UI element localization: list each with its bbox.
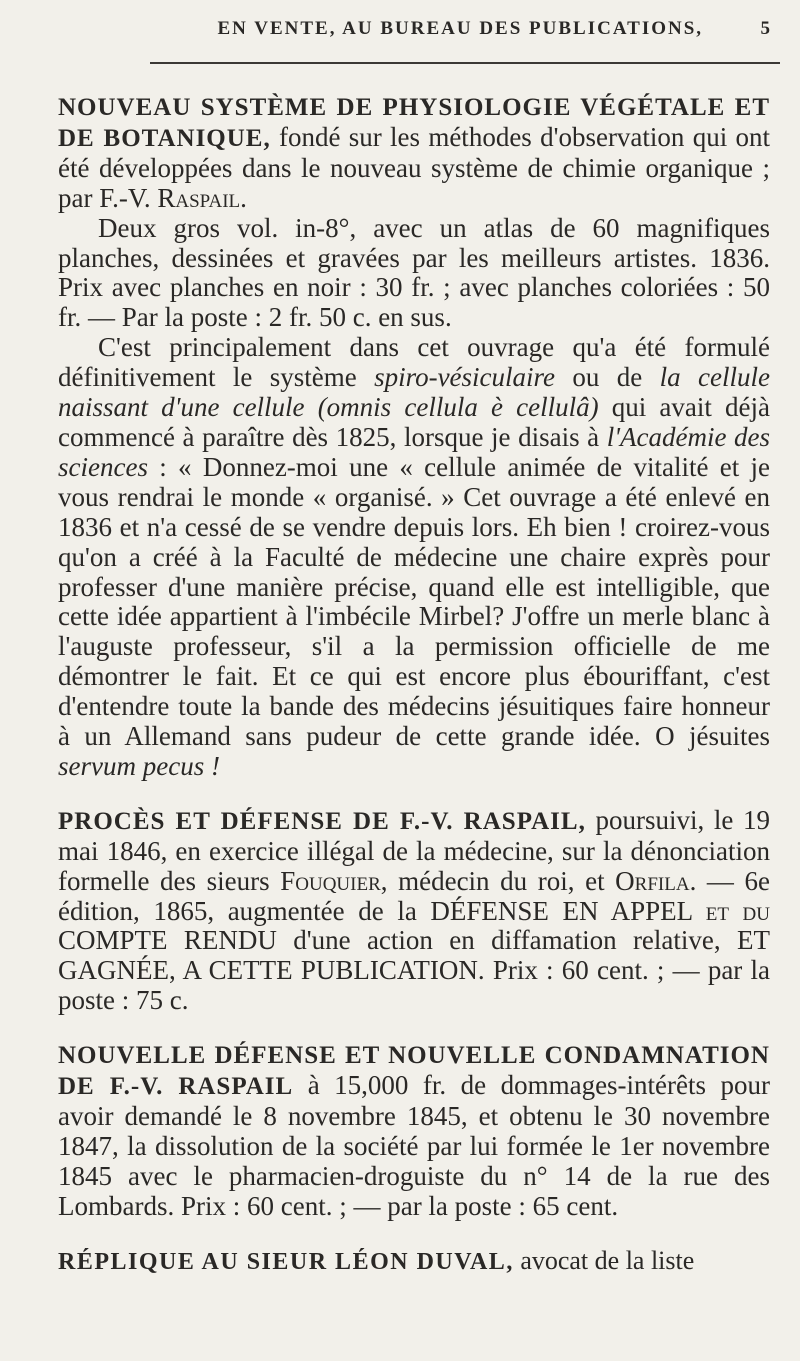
entry-name: Orfila	[615, 865, 690, 896]
entry-text: qui avait déjà commencé à paraître dès 1825, lorsque je disais à	[58, 392, 770, 452]
entry-text: . — 6e édition, 1865, augmentée de la	[58, 865, 771, 926]
entry-text: ou de	[555, 362, 660, 393]
entry-author: F.-V. Raspail.	[99, 182, 247, 213]
entry-paragraph	[58, 333, 770, 782]
entry-italic-text: servum pecus !	[58, 750, 220, 781]
catalogue-entries	[58, 92, 770, 1302]
entry-italic-text: la cellule naissant d'une cellule (omnis cellula è cellulâ)	[58, 362, 770, 423]
entry-subheading: DÉFENSE EN APPEL et du COMPTE RENDU	[58, 895, 770, 956]
entry-paragraph: Deux gros vol. in-8°, avec un atlas de 60 magnifiques planches, dessinées et gravées par les meilleurs artistes. 1836. Prix avec planches en noir : 30 fr. ; avec planches coloriées : 50 fr. — Par la poste : 2 fr. 50 c. en sus.	[58, 212, 770, 333]
entry-italic-text: l'Académie des sciences	[58, 421, 770, 482]
entry-heading: NOUVEAU SYSTÈME DE PHYSIOLOGIE VÉGÉTALE ET DE BOTANIQUE,	[58, 94, 770, 152]
entry-text: d'une action en diffamation relative,	[276, 925, 737, 956]
entry-text: à 15,000 fr. de dommages-intérêts pour avoir demandé le 8 novembre 1845, et obtenu le 30 novembre 1847, la dissolution de la société par lui formée le 1er novembre 1845 avec le pharmacien-droguiste du n° 14 de la rue des Lombards. Prix : 60 cent. ; — par la poste : 65 cent.	[58, 1070, 770, 1221]
entry-name: Fouquier	[280, 865, 381, 896]
entry-text: : « Donnez-moi une « cellule animée de vitalité et je vous rendrai le monde « organisé. » Cet ouvrage a été enlevé en 1836 et n'a cessé de se vendre depuis lors. Eh bien ! croirez-vous qu'on a créé à la Faculté de médecine une chaire exprès pour professer d'une manière précise, quand elle est intelligible, que cette idée appartient à l'imbécile Mirbel? J'offre un merle blanc à l'auguste professeur, s'il a la permission officielle de me démontrer le fait. Et ce qui est encore plus ébouriffant, c'est d'entendre toute la bande des médecins jésuitiques faire honneur à un Allemand sans pudeur de cette grande idée. O jésuites	[58, 451, 770, 752]
entry-subheading: ET GAGNÉE, A CETTE PUBLICATION.	[58, 925, 770, 986]
entry-text: avocat de la liste	[513, 1245, 695, 1275]
entry-text: poursuivi, le 19 mai 1846, en exercice illégal de la médecine, sur la dénonciation formelle des sieurs	[58, 804, 770, 896]
entry-heading: PROCÈS ET DÉFENSE DE F.-V. RASPAIL,	[58, 807, 586, 835]
entry-text: C'est principalement dans cet ouvrage qu'a été formulé définitivement le système	[58, 332, 770, 393]
running-head	[160, 18, 772, 40]
entry-text: fondé sur les méthodes d'observation qui ont été développées dans le nouveau système de chimie organique ; par	[58, 121, 770, 213]
entry-text: Prix : 60 cent. ; — par la poste : 75 c.	[58, 955, 770, 1016]
entry-heading: NOUVELLE DÉFENSE ET NOUVELLE CONDAMNATION DE F.-V. RASPAIL	[58, 1042, 770, 1101]
entry-physiologie-vegetale	[58, 92, 770, 782]
header-rule	[150, 62, 780, 64]
entry-nouvelle-defense	[58, 1040, 770, 1221]
entry-proces-et-defense	[58, 806, 770, 1016]
page-number: 5	[760, 18, 772, 39]
entry-italic-text: spiro-vésiculaire	[374, 362, 556, 393]
entry-heading: RÉPLIQUE AU SIEUR LÉON DUVAL,	[58, 1248, 514, 1275]
running-head-title: EN VENTE, AU BUREAU DES PUBLICATIONS,	[217, 18, 704, 39]
entry-text: , médecin du roi, et	[380, 865, 616, 896]
entry-replique	[58, 1246, 770, 1278]
